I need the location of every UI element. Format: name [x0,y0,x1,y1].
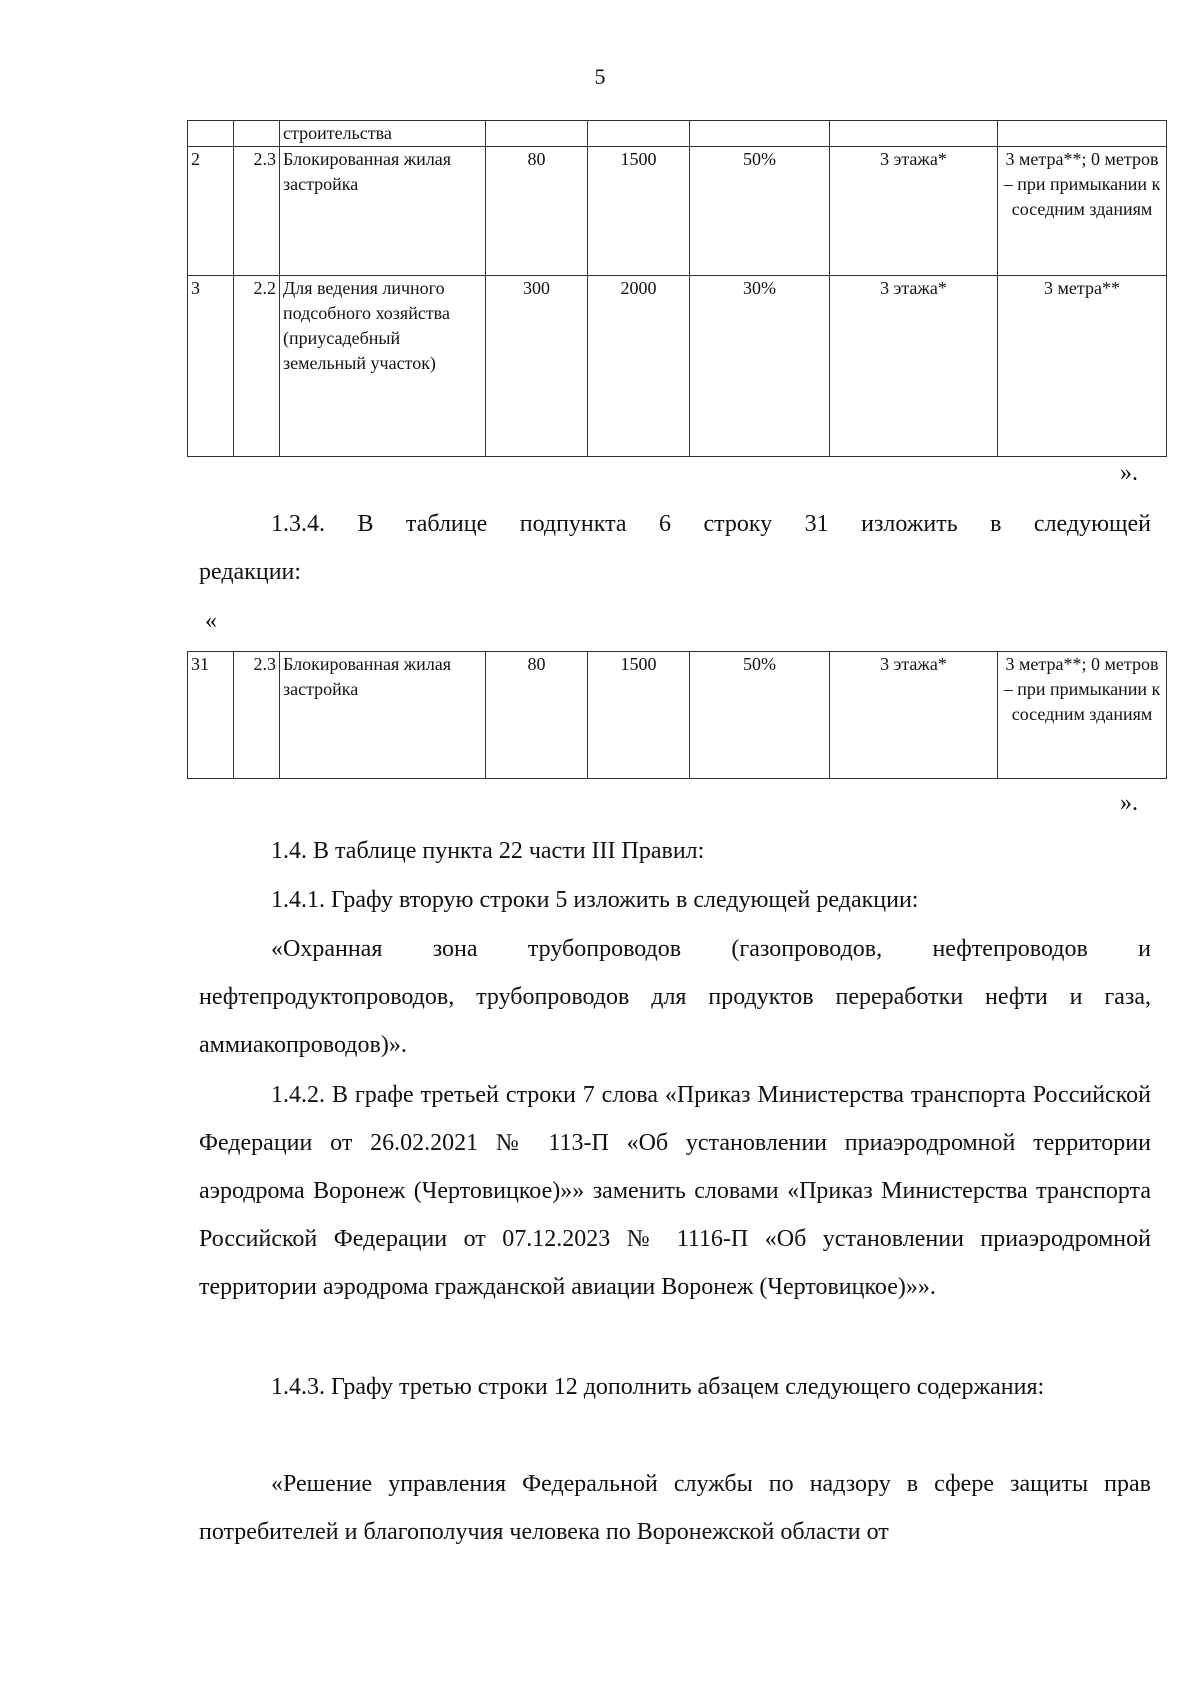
percent-cell: 30% [690,276,830,457]
code-cell: 2.3 [234,147,280,276]
setback-cell [998,121,1167,147]
table-row [188,121,1167,147]
floors-cell: 3 этажа* [830,276,998,457]
floors-cell: 3 этажа* [830,147,998,276]
min-area-cell [486,121,588,147]
use-name-cell: строительства [280,121,486,147]
paragraph-1-4-text: 1.4. В таблице пункта 22 части III Правил: [271,838,705,864]
row-number-cell [188,121,234,147]
paragraph-1-4-1 [199,876,1151,924]
use-name-cell: Блокированная жилая застройка [280,147,486,276]
max-area-cell: 1500 [588,652,690,779]
paragraph-1-3-4-line1: 1.3.4. В таблице подпункта 6 строку 31 изложить в следующей [271,511,1151,537]
min-area-cell: 80 [486,147,588,276]
closing-quote: ». [1120,460,1138,486]
code-cell: 2.3 [234,652,280,779]
max-area-cell: 2000 [588,276,690,457]
paragraph-decision-text: «Решение управления Федеральной службы по надзору в сфере защиты прав потребителей и благополучия человека по Воронежской области от [199,1471,1151,1545]
row-number-cell: 3 [188,276,234,457]
floors-cell [830,121,998,147]
min-area-cell: 300 [486,276,588,457]
max-area-cell [588,121,690,147]
use-name-cell: Блокированная жилая застройка [280,652,486,779]
percent-cell: 50% [690,652,830,779]
code-cell [234,121,280,147]
percent-cell [690,121,830,147]
min-area-cell: 80 [486,652,588,779]
closing-quote: ». [1120,790,1138,816]
zoning-parameters-table [187,120,1167,457]
paragraph-1-4-3 [199,1363,1151,1411]
percent-cell: 50% [690,147,830,276]
paragraph-1-4-2-text: 1.4.2. В графе третьей строки 7 слова «Приказ Министерства транспорта Российской Федерации от 26.02.2021 № 113-П «Об установлении приаэродромной территории аэродрома Воронеж (Чертовицкое)»» заменить словами «Приказ Министерства транспорта Российской Федерации от 07.12.2023 № 1116-П «Об установлении приаэродромной территории аэродрома гражданской авиации Воронеж (Чертовицкое)»». [199,1082,1151,1300]
paragraph-1-3-4-line2: редакции: [199,559,302,585]
paragraph-1-4 [199,827,1151,875]
floors-cell: 3 этажа* [830,652,998,779]
page-number: 5 [594,64,606,89]
code-cell: 2.2 [234,276,280,457]
paragraph-1-4-3-text: 1.4.3. Графу третью строки 12 дополнить абзацем следующего содержания: [271,1374,1045,1400]
row-number-cell: 2 [188,147,234,276]
table-row [188,276,1167,457]
row-number-cell: 31 [188,652,234,779]
use-name-cell: Для ведения личного подсобного хозяйства (приусадебный земельный участок) [280,276,486,457]
table-row [188,652,1167,779]
paragraph-1-3-4 [199,500,1151,596]
paragraph-1-4-1-text: 1.4.1. Графу вторую строки 5 изложить в следующей редакции: [271,887,919,913]
row-31-table [187,651,1167,779]
max-area-cell: 1500 [588,147,690,276]
table-row [188,147,1167,276]
paragraph-decision [199,1460,1151,1556]
paragraph-1-4-2 [199,1071,1151,1311]
setback-cell: 3 метра**; 0 метров – при примыкании к соседним зданиям [998,652,1167,779]
opening-quote: « [205,608,217,634]
setback-cell: 3 метра**; 0 метров – при примыкании к соседним зданиям [998,147,1167,276]
setback-cell: 3 метра** [998,276,1167,457]
paragraph-pipelines-text: «Охранная зона трубопроводов (газопроводов, нефтепроводов и нефтепродуктопроводов, трубопроводов для продуктов переработки нефти и газа, аммиакопроводов)». [199,936,1151,1058]
paragraph-pipelines [199,925,1151,1069]
